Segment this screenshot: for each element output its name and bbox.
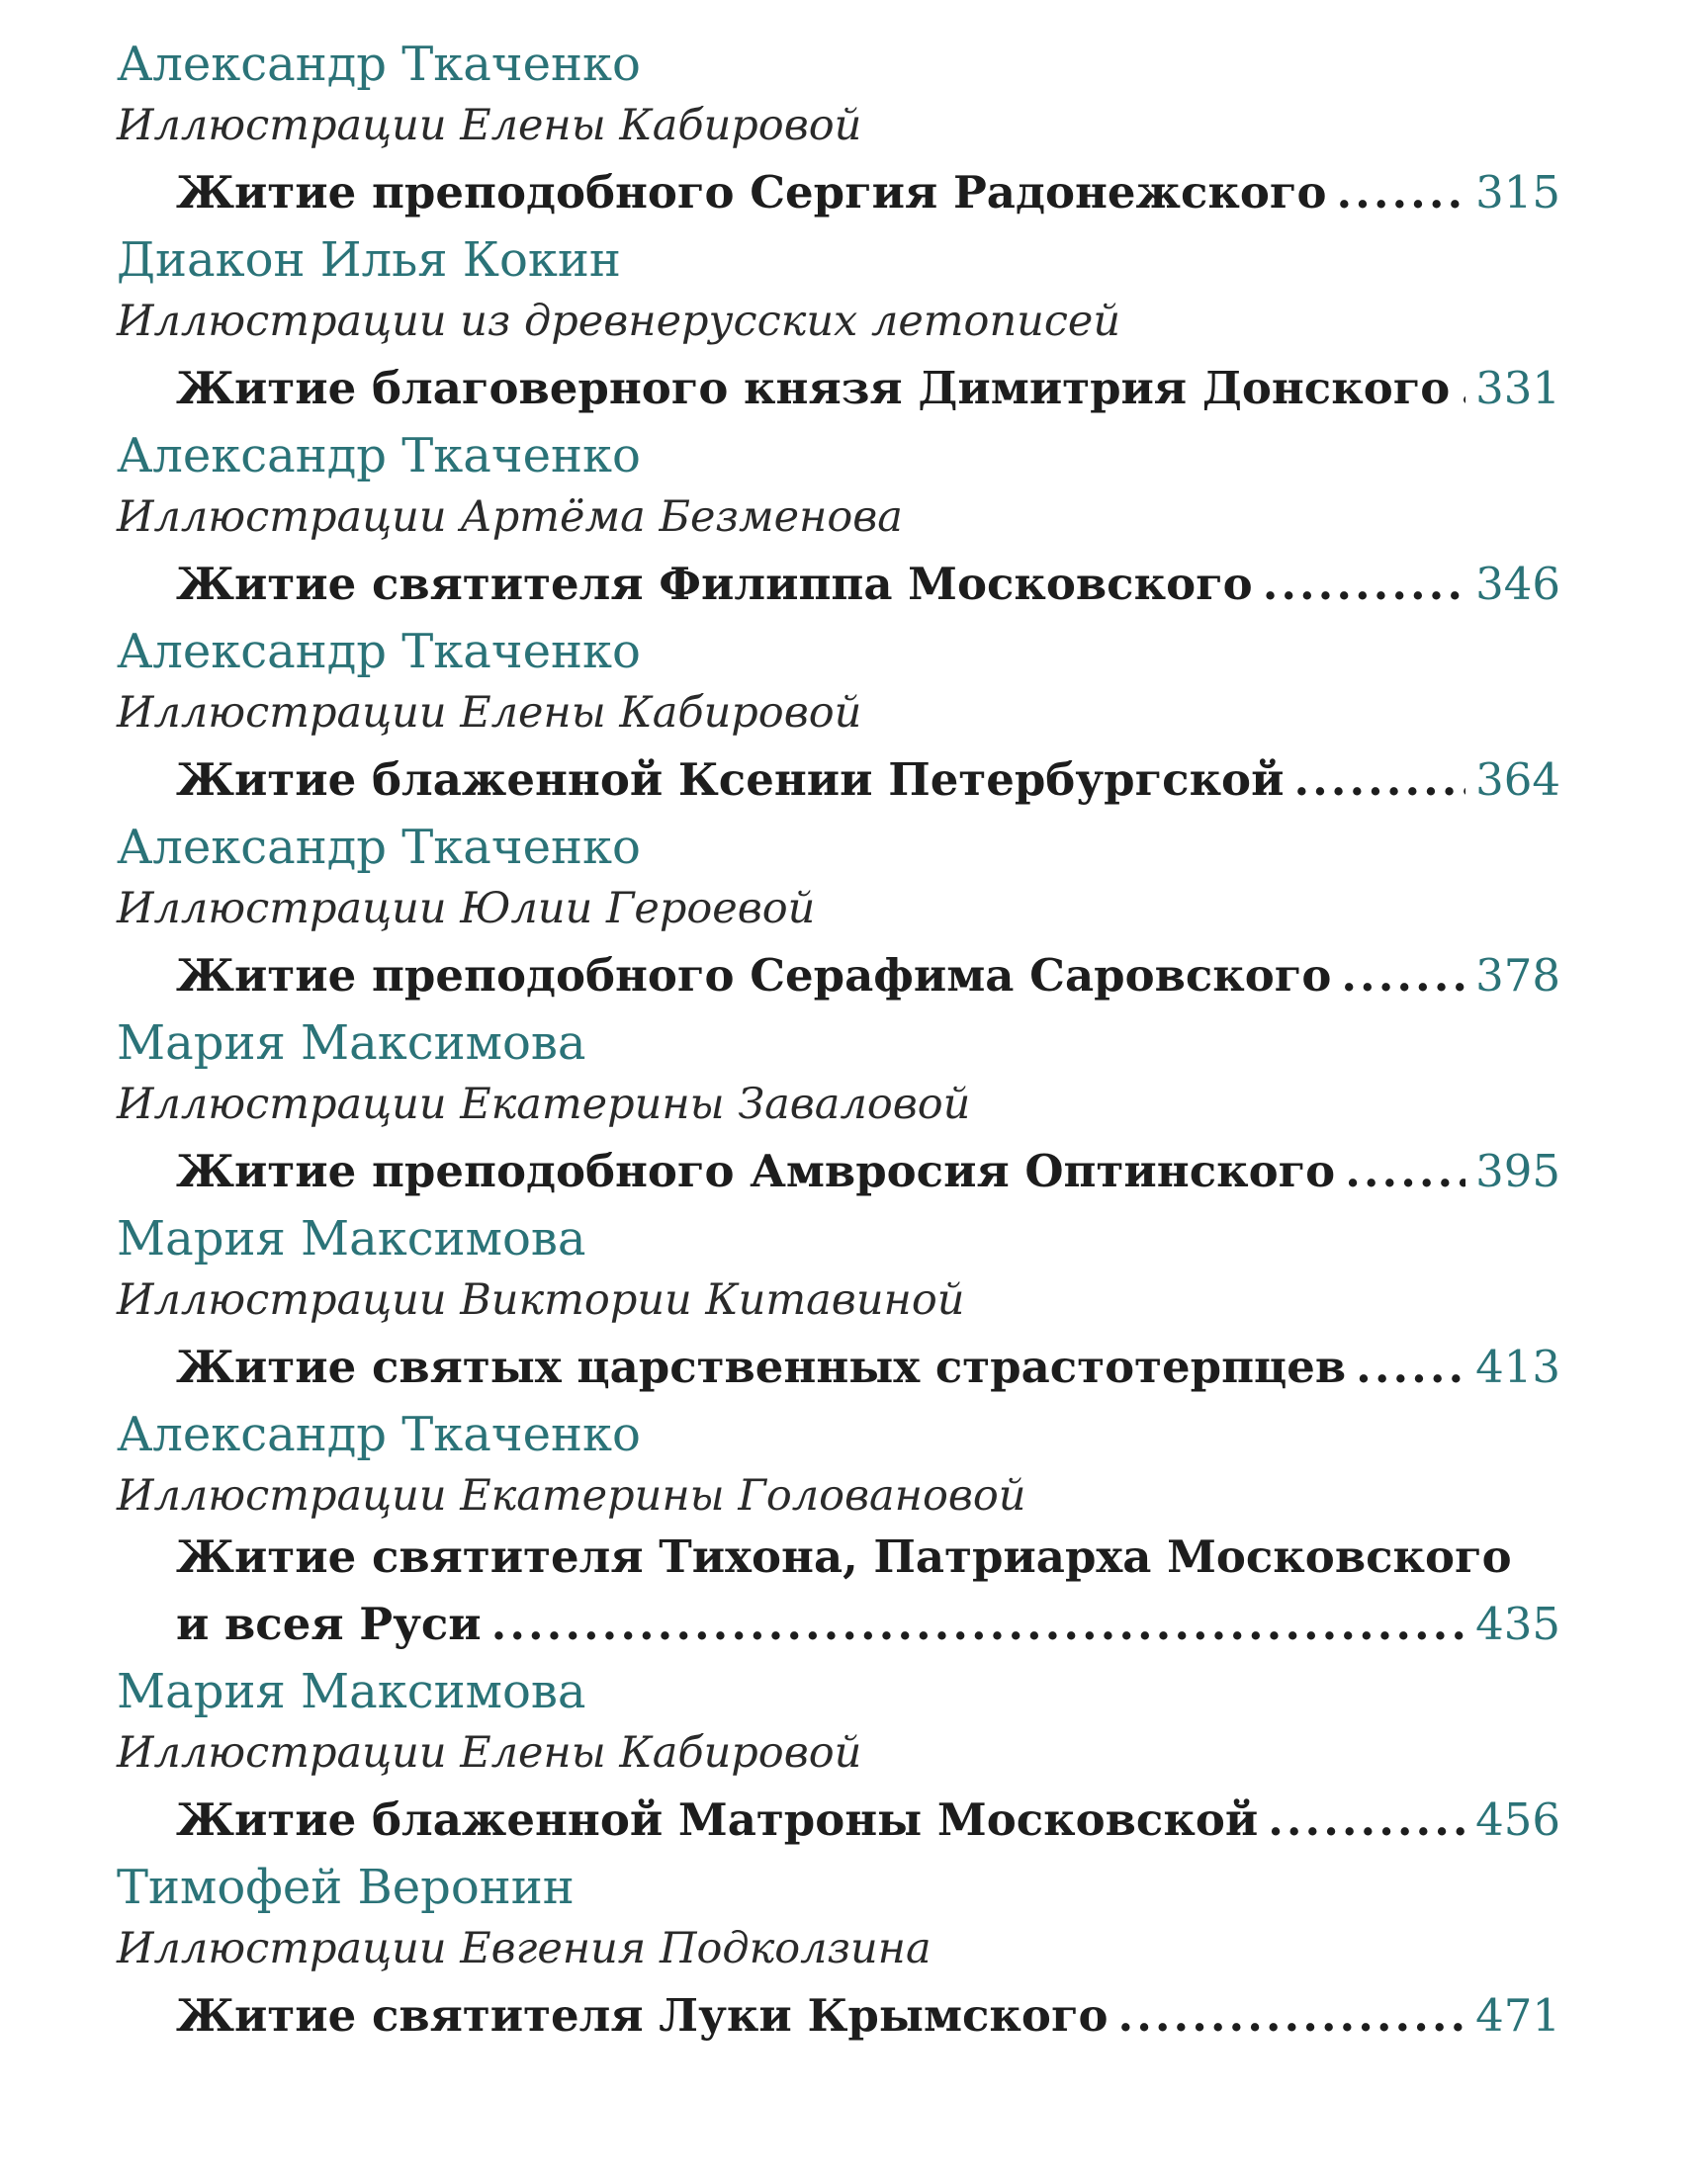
chapter-title: Житие преподобного Сергия Радонежского	[176, 166, 1327, 218]
illustrator-credit: Иллюстрации Елены Кабировой	[117, 101, 862, 150]
page-number: 346	[1475, 558, 1560, 610]
chapter-title: Житие блаженной Матроны Московской	[176, 1793, 1259, 1846]
author-name: Александр Ткаченко	[117, 820, 641, 875]
author-name: Александр Ткаченко	[117, 1407, 641, 1462]
toc-title-row[interactable]	[176, 1331, 1560, 1404]
toc-entry	[117, 1857, 1560, 2053]
chapter-title: Житие преподобного Серафима Саровского	[176, 949, 1332, 1002]
toc-entry	[117, 621, 1560, 817]
toc-title-row[interactable]	[176, 156, 1560, 229]
page-number: 378	[1475, 949, 1560, 1002]
page-number: 315	[1475, 166, 1560, 218]
page-number: 331	[1475, 362, 1560, 414]
illustrator-credit: Иллюстрации Екатерины Головановой	[117, 1471, 1026, 1521]
author-name: Мария Максимова	[117, 1015, 586, 1071]
illustrator-credit: Иллюстрации Виктории Китавиной	[117, 1275, 965, 1325]
dot-leader	[1341, 939, 1465, 1012]
toc-entry	[117, 1661, 1560, 1857]
illustrator-credit: Иллюстрации Юлии Героевой	[117, 884, 816, 933]
chapter-title: Житие благоверного князя Димитрия Донского	[176, 362, 1451, 414]
dot-leader	[1336, 156, 1465, 229]
toc-entry	[117, 1208, 1560, 1404]
toc-title-row[interactable]	[176, 1135, 1560, 1208]
author-name: Александр Ткаченко	[117, 624, 641, 679]
toc-entry	[117, 229, 1560, 425]
chapter-title: Житие святых царственных страстотерпцев	[176, 1341, 1347, 1393]
toc-entry	[117, 425, 1560, 621]
illustrator-credit: Иллюстрации Екатерины Заваловой	[117, 1080, 971, 1129]
dot-leader	[491, 1588, 1465, 1661]
toc-title-row[interactable]	[176, 1979, 1560, 2053]
dot-leader	[1345, 1135, 1465, 1208]
toc-entry	[117, 1404, 1560, 1661]
dot-leader	[1263, 548, 1465, 621]
illustrator-credit: Иллюстрации Елены Кабировой	[117, 1728, 862, 1778]
author-name: Мария Максимова	[117, 1664, 586, 1719]
page-number: 413	[1475, 1341, 1560, 1393]
page-number: 456	[1475, 1793, 1560, 1846]
table-of-contents	[117, 34, 1560, 2053]
illustrator-credit: Иллюстрации Елены Кабировой	[117, 688, 862, 738]
page-number: 471	[1475, 1989, 1560, 2042]
dot-leader	[1460, 352, 1465, 425]
dot-leader	[1356, 1331, 1465, 1404]
chapter-title-line-1[interactable]: Житие святителя Тихона, Патриарха Московского	[176, 1530, 1512, 1583]
author-name: Мария Максимова	[117, 1211, 586, 1267]
toc-title-row[interactable]	[176, 352, 1560, 425]
page-number: 364	[1475, 753, 1560, 806]
author-name: Диакон Илья Кокин	[117, 232, 621, 288]
dot-leader	[1268, 1784, 1465, 1857]
toc-title-row[interactable]	[176, 1588, 1560, 1661]
illustrator-credit: Иллюстрации Евгения Подколзина	[117, 1924, 932, 1973]
toc-title-row[interactable]	[176, 939, 1560, 1012]
page-number: 395	[1475, 1145, 1560, 1197]
toc-title-row[interactable]	[176, 548, 1560, 621]
author-name: Александр Ткаченко	[117, 428, 641, 483]
toc-title-row[interactable]	[176, 1784, 1560, 1857]
illustrator-credit: Иллюстрации Артёма Безменова	[117, 492, 903, 542]
toc-entry	[117, 817, 1560, 1012]
page-number: 435	[1475, 1598, 1560, 1650]
toc-title-row[interactable]	[176, 743, 1560, 817]
chapter-title: Житие святителя Филиппа Московского	[176, 558, 1253, 610]
toc-entry	[117, 34, 1560, 229]
dot-leader	[1293, 743, 1465, 817]
chapter-title: и всея Руси	[176, 1598, 482, 1650]
author-name: Александр Ткаченко	[117, 37, 641, 92]
toc-entry	[117, 1012, 1560, 1208]
chapter-title: Житие преподобного Амвросия Оптинского	[176, 1145, 1336, 1197]
dot-leader	[1118, 1979, 1466, 2053]
illustrator-credit: Иллюстрации из древнерусских летописей	[117, 297, 1121, 346]
chapter-title: Житие святителя Луки Крымского	[176, 1989, 1109, 2042]
author-name: Тимофей Веронин	[117, 1860, 575, 1915]
chapter-title: Житие блаженной Ксении Петербургской	[176, 753, 1285, 806]
